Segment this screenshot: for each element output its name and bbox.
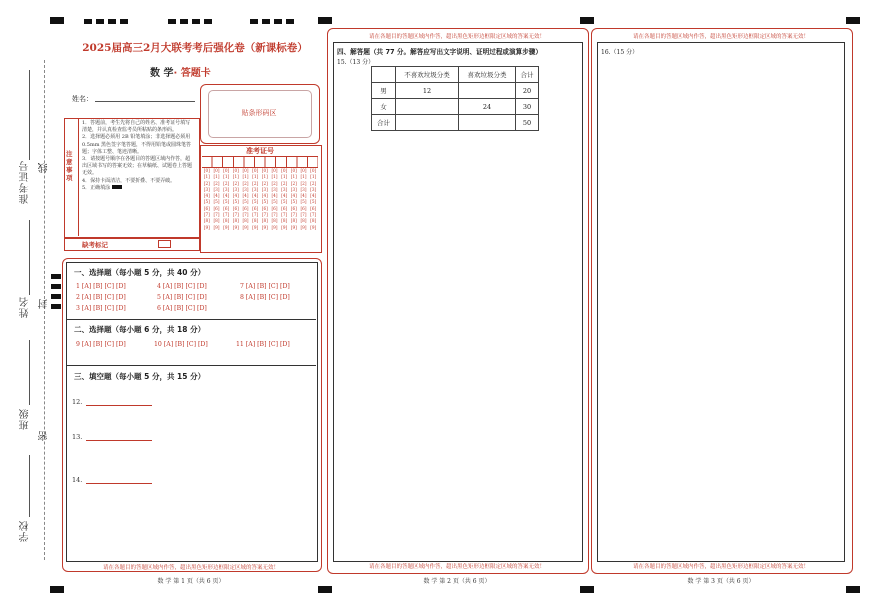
exam-id-bubble[interactable]: [8]	[203, 218, 210, 224]
exam-id-bubble[interactable]: [2]	[261, 180, 268, 186]
exam-id-bubble[interactable]: [7]	[223, 212, 230, 218]
table-cell: 20	[516, 83, 539, 99]
timing-mark	[51, 304, 61, 309]
area-notice-page-3-bottom: 请在各题目的答题区域内作答，超出黑色矩形边框限定区域的答案无效！	[632, 564, 809, 570]
exam-id-bubble[interactable]: [6]	[242, 205, 249, 211]
exam-id-label: 准考证号	[246, 147, 274, 155]
exam-id-bubble[interactable]: [2]	[300, 180, 307, 186]
timing-mark	[51, 294, 61, 299]
exam-id-bubble[interactable]: [1]	[223, 174, 230, 180]
exam-id-bubble[interactable]: [8]	[252, 218, 259, 224]
exam-id-bubble[interactable]: [9]	[281, 224, 288, 230]
exam-id-bubble[interactable]: [3]	[213, 186, 220, 192]
table-header-cell: 喜欢垃圾分类	[459, 67, 516, 83]
page-2-footer: 数 学 第 2 页（共 6 页）	[423, 578, 491, 585]
exam-id-bubble[interactable]: [6]	[310, 205, 317, 211]
binding-label-line: 线	[39, 162, 50, 173]
exam-id-bubble[interactable]: [3]	[242, 186, 249, 192]
binding-label-school: 学校	[20, 520, 31, 542]
exam-id-bubble[interactable]: [0]	[271, 168, 278, 173]
area-notice-page-1: 请在各题目的答题区域内作答，超出黑色矩形边框限定区域的答案无效！	[102, 565, 279, 571]
exam-id-bubble[interactable]: [8]	[213, 218, 220, 224]
fill-q13-blank[interactable]	[86, 440, 152, 441]
table-cell	[459, 115, 516, 131]
absent-mark-checkbox[interactable]	[158, 240, 171, 248]
exam-id-bubble[interactable]: [9]	[290, 224, 297, 230]
exam-id-bubble[interactable]: [7]	[242, 212, 249, 218]
fill-q12-blank[interactable]	[86, 405, 152, 406]
timing-mark	[84, 19, 128, 24]
exam-id-bubble[interactable]: [6]	[213, 205, 220, 211]
exam-id-bubble[interactable]: [3]	[290, 186, 297, 192]
q16-label: 16.（15 分）	[601, 49, 639, 56]
choice-q9[interactable]: 9 [A] [B] [C] [D]	[76, 341, 126, 348]
exam-id-bubble[interactable]: [9]	[203, 224, 210, 230]
table-cell: 合计	[372, 115, 396, 131]
exam-id-bubble[interactable]: [3]	[271, 186, 278, 192]
section-divider	[66, 319, 316, 320]
binding-label-name: 姓名	[20, 296, 31, 318]
exam-id-bubble[interactable]: [5]	[203, 199, 210, 205]
exam-id-bubble[interactable]: [4]	[300, 193, 307, 199]
exam-id-bubble[interactable]: [4]	[290, 193, 297, 199]
table-cell	[396, 99, 459, 115]
table-cell: 12	[396, 83, 459, 99]
exam-id-bubble[interactable]: [8]	[232, 218, 239, 224]
choice-q6[interactable]: 6 [A] [B] [C] [D]	[157, 305, 207, 312]
binding-label-secret: 密	[39, 430, 50, 441]
binding-label-seal: 封	[39, 298, 50, 309]
exam-id-bubble[interactable]: [9]	[310, 224, 317, 230]
exam-id-bubble[interactable]: [8]	[290, 218, 297, 224]
fill-q13-label: 13.	[72, 433, 83, 441]
notice-heading: 注意事项	[66, 150, 73, 182]
timing-mark	[168, 19, 212, 24]
choice-q8[interactable]: 8 [A] [B] [C] [D]	[240, 294, 290, 301]
section-1-title: 一、选择题（每小题 5 分，共 40 分）	[74, 268, 206, 277]
notes-list	[82, 120, 194, 192]
exam-id-bubble[interactable]: [7]	[310, 212, 317, 218]
exam-id-bubble[interactable]: [0]	[261, 168, 268, 173]
exam-id-bubble[interactable]: [9]	[213, 224, 220, 230]
exam-id-bubble[interactable]: [9]	[300, 224, 307, 230]
exam-id-bubble[interactable]: [4]	[213, 193, 220, 199]
q15-label: 15.（13 分）	[337, 59, 375, 66]
fill-q14-blank[interactable]	[86, 483, 152, 484]
table-row	[372, 99, 539, 115]
exam-id-bubble[interactable]: [5]	[281, 199, 288, 205]
subject-name: 数 学	[150, 68, 174, 79]
exam-id-bubble[interactable]: [9]	[261, 224, 268, 230]
timing-mark	[580, 586, 594, 593]
exam-id-bubble[interactable]: [6]	[271, 205, 278, 211]
exam-id-bubble[interactable]: [5]	[232, 199, 239, 205]
table-row	[372, 115, 539, 131]
choice-q1[interactable]: 1 [A] [B] [C] [D]	[76, 283, 126, 290]
exam-id-bubble[interactable]: [3]	[261, 186, 268, 192]
exam-id-bubble[interactable]: [8]	[242, 218, 249, 224]
exam-id-bubble[interactable]: [5]	[223, 199, 230, 205]
timing-mark	[318, 586, 332, 593]
table-cell	[459, 83, 516, 99]
exam-id-bubble[interactable]: [6]	[232, 205, 239, 211]
exam-id-bubble[interactable]: [1]	[271, 174, 278, 180]
absent-mark-label: 缺考标记	[82, 241, 108, 249]
exam-id-bubble[interactable]: [1]	[252, 174, 259, 180]
exam-id-bubble[interactable]: [7]	[300, 212, 307, 218]
exam-id-bubble[interactable]: [5]	[213, 199, 220, 205]
exam-id-bubble[interactable]: [9]	[223, 224, 230, 230]
note-item: 4．保持卡面清洁，不要折叠、不要弄破。	[82, 177, 176, 184]
note-item-text: 5．正确填涂	[82, 184, 111, 191]
exam-id-bubble[interactable]: [0]	[223, 168, 230, 173]
exam-id-bubble[interactable]: [4]	[242, 193, 249, 199]
binding-label-exam-id: 准考证号	[20, 160, 31, 204]
exam-id-bubble[interactable]: [0]	[290, 168, 297, 173]
area-notice-page-2-top: 请在各题目的答题区域内作答，超出黑色矩形边框限定区域的答案无效！	[368, 34, 545, 40]
choice-q4[interactable]: 4 [A] [B] [C] [D]	[157, 283, 207, 290]
exam-id-bubble[interactable]: [4]	[252, 193, 259, 199]
note-item	[82, 185, 194, 192]
notes-divider	[78, 118, 79, 236]
exam-id-bubble[interactable]: [8]	[300, 218, 307, 224]
exam-id-bubble[interactable]: [3]	[232, 186, 239, 192]
section-3-title: 三、填空题（每小题 5 分，共 15 分）	[74, 372, 206, 381]
note-item: 2．选择题必须用 2B 铅笔填涂；非选择题必须用 0.5mm 黑色签字笔答题，不得用铅笔或圆珠笔答题；字体工整、笔迹清晰。	[82, 134, 192, 155]
exam-id-bubble[interactable]: [5]	[300, 199, 307, 205]
exam-id-bubble[interactable]: [3]	[203, 186, 210, 192]
exam-id-bubble[interactable]: [6]	[281, 205, 288, 211]
exam-id-bubble[interactable]: [2]	[310, 180, 317, 186]
choice-q5[interactable]: 5 [A] [B] [C] [D]	[157, 294, 207, 301]
timing-mark	[846, 17, 860, 24]
page-3-footer: 数 学 第 3 页（共 6 页）	[687, 578, 755, 585]
exam-id-bubble[interactable]: [6]	[223, 205, 230, 211]
contingency-table	[371, 66, 539, 131]
exam-id-bubble[interactable]: [0]	[213, 168, 220, 173]
exam-id-bubble[interactable]: [7]	[281, 212, 288, 218]
exam-id-bubble[interactable]: [0]	[232, 168, 239, 173]
exam-id-bubble[interactable]: [1]	[310, 174, 317, 180]
exam-id-bubble[interactable]: [2]	[242, 180, 249, 186]
exam-id-bubble[interactable]: [4]	[203, 193, 210, 199]
area-notice-page-3-top: 请在各题目的答题区域内作答，超出黑色矩形边框限定区域的答案无效！	[632, 34, 809, 40]
binding-dotted-line	[44, 60, 45, 560]
exam-id-bubble[interactable]: [9]	[242, 224, 249, 230]
exam-id-bubble[interactable]: [0]	[242, 168, 249, 173]
binding-blank-line	[29, 455, 30, 517]
exam-id-bubble[interactable]: [6]	[252, 205, 259, 211]
exam-id-bubble[interactable]: [1]	[203, 174, 210, 180]
table-cell: 30	[516, 99, 539, 115]
section-2-title: 二、选择题（每小题 6 分，共 18 分）	[74, 325, 206, 334]
exam-id-bubble[interactable]: [5]	[252, 199, 259, 205]
exam-id-bubble[interactable]: [5]	[310, 199, 317, 205]
exam-id-bubble[interactable]: [8]	[281, 218, 288, 224]
table-cell	[396, 115, 459, 131]
exam-id-bubble[interactable]: [1]	[242, 174, 249, 180]
exam-id-bubble[interactable]: [1]	[300, 174, 307, 180]
exam-id-bubble[interactable]: [2]	[232, 180, 239, 186]
exam-id-bubble[interactable]: [2]	[203, 180, 210, 186]
choice-q11[interactable]: 11 [A] [B] [C] [D]	[236, 341, 290, 348]
exam-id-bubble[interactable]: [9]	[252, 224, 259, 230]
exam-id-bubble[interactable]: [2]	[213, 180, 220, 186]
exam-id-bubble[interactable]: [1]	[232, 174, 239, 180]
binding-label-class: 班级	[20, 408, 31, 430]
exam-id-bubble[interactable]: [5]	[271, 199, 278, 205]
exam-id-bubble[interactable]: [7]	[271, 212, 278, 218]
fill-q12-label: 12.	[72, 398, 83, 406]
exam-title: 2025届高三2月大联考考后强化卷（新课标卷）	[82, 42, 308, 54]
table-cell: 男	[372, 83, 396, 99]
exam-id-bubble[interactable]: [1]	[261, 174, 268, 180]
exam-id-bubble[interactable]: [4]	[310, 193, 317, 199]
exam-id-bubble[interactable]: [2]	[281, 180, 288, 186]
timing-mark	[580, 17, 594, 24]
timing-mark	[51, 284, 61, 289]
table-header-cell: 合计	[516, 67, 539, 83]
exam-id-bubble[interactable]: [4]	[223, 193, 230, 199]
page-1-footer: 数 学 第 1 页（共 6 页）	[157, 578, 225, 585]
exam-id-bubble[interactable]: [2]	[271, 180, 278, 186]
exam-id-bubble[interactable]: [6]	[261, 205, 268, 211]
exam-id-bubble[interactable]: [8]	[261, 218, 268, 224]
exam-id-bubble[interactable]: [2]	[252, 180, 259, 186]
exam-id-bubble[interactable]: [2]	[290, 180, 297, 186]
exam-id-bubble[interactable]: [0]	[310, 168, 317, 173]
exam-id-bubble[interactable]: [1]	[290, 174, 297, 180]
section-divider	[66, 365, 316, 366]
choice-q2[interactable]: 2 [A] [B] [C] [D]	[76, 294, 126, 301]
timing-mark	[50, 17, 64, 24]
exam-id-bubble[interactable]: [4]	[281, 193, 288, 199]
exam-id-bubble[interactable]: [9]	[232, 224, 239, 230]
timing-mark	[51, 274, 61, 279]
exam-id-bubble[interactable]: [7]	[203, 212, 210, 218]
exam-id-bubble[interactable]: [6]	[300, 205, 307, 211]
exam-id-bubble[interactable]: [7]	[261, 212, 268, 218]
table-row	[372, 83, 539, 99]
answer-writing-area-q15[interactable]	[340, 140, 576, 550]
exam-id-bubble[interactable]: [7]	[213, 212, 220, 218]
exam-id-bubble[interactable]: [5]	[261, 199, 268, 205]
exam-id-bubble[interactable]: [0]	[300, 168, 307, 173]
choice-q7[interactable]: 7 [A] [B] [C] [D]	[240, 283, 290, 290]
exam-id-bubble[interactable]: [4]	[261, 193, 268, 199]
exam-id-write-row	[202, 156, 318, 168]
choice-q10[interactable]: 10 [A] [B] [C] [D]	[154, 341, 208, 348]
answer-writing-area-q16[interactable]	[602, 60, 838, 550]
exam-id-bubble[interactable]: [9]	[271, 224, 278, 230]
section-4-title: 四、解答题（共 77 分。解答应写出文字说明、证明过程或演算步骤）	[337, 48, 542, 56]
exam-id-bubble[interactable]: [6]	[203, 205, 210, 211]
table-cell: 24	[459, 99, 516, 115]
exam-id-bubble[interactable]: [5]	[242, 199, 249, 205]
binding-blank-line	[29, 340, 30, 405]
exam-id-bubble[interactable]: [8]	[271, 218, 278, 224]
exam-id-bubble[interactable]: [0]	[281, 168, 288, 173]
timing-mark	[318, 17, 332, 24]
exam-id-bubble[interactable]: [3]	[252, 186, 259, 192]
table-header-row	[372, 67, 539, 83]
name-label: 姓名：	[72, 95, 93, 103]
fill-q14-label: 14.	[72, 476, 83, 484]
exam-id-bubble[interactable]: [6]	[290, 205, 297, 211]
exam-id-bubble[interactable]: [3]	[300, 186, 307, 192]
exam-id-bubble[interactable]: [1]	[281, 174, 288, 180]
area-notice-page-2-bottom: 请在各题目的答题区域内作答，超出黑色矩形边框限定区域的答案无效！	[368, 564, 545, 570]
exam-id-bubble[interactable]: [7]	[232, 212, 239, 218]
note-item: 1．答题前，考生先将自己的姓名、准考证号填写清楚，并认真检查监考员所粘贴的条形码。	[82, 120, 191, 134]
exam-id-bubble[interactable]: [0]	[203, 168, 210, 173]
choice-q3[interactable]: 3 [A] [B] [C] [D]	[76, 305, 126, 312]
exam-id-bubble[interactable]: [4]	[271, 193, 278, 199]
exam-id-bubble[interactable]: [7]	[290, 212, 297, 218]
exam-id-bubble[interactable]: [5]	[290, 199, 297, 205]
note-item: 3．请按题号顺序在各题目的答题区域内作答，超出区域书写的答案无效；在草稿纸、试题卷上答题无效。	[82, 156, 193, 177]
subject-title	[150, 64, 211, 79]
binding-blank-line	[29, 220, 30, 295]
exam-id-bubble[interactable]: [3]	[310, 186, 317, 192]
exam-id-bubble[interactable]: [8]	[223, 218, 230, 224]
subject-suffix: · 答题卡	[173, 68, 211, 79]
exam-id-bubble[interactable]: [0]	[252, 168, 259, 173]
exam-id-bubble[interactable]: [1]	[213, 174, 220, 180]
table-header-cell	[372, 67, 396, 83]
exam-id-bubble[interactable]: [3]	[223, 186, 230, 192]
exam-id-bubble[interactable]: [4]	[232, 193, 239, 199]
exam-id-bubble[interactable]: [2]	[223, 180, 230, 186]
exam-id-bubble[interactable]: [7]	[252, 212, 259, 218]
exam-id-bubble-grid	[202, 168, 318, 231]
timing-mark	[250, 19, 294, 24]
timing-mark	[50, 586, 64, 593]
barcode-label: 贴条形码区	[241, 109, 277, 117]
table-cell: 50	[516, 115, 539, 131]
binding-blank-line	[29, 70, 30, 160]
filled-sample-mark	[112, 185, 122, 189]
table-header-cell: 不喜欢垃圾分类	[396, 67, 459, 83]
exam-id-bubble[interactable]: [8]	[310, 218, 317, 224]
name-field[interactable]	[95, 101, 195, 102]
exam-id-bubble[interactable]: [3]	[281, 186, 288, 192]
timing-mark	[846, 586, 860, 593]
table-cell: 女	[372, 99, 396, 115]
